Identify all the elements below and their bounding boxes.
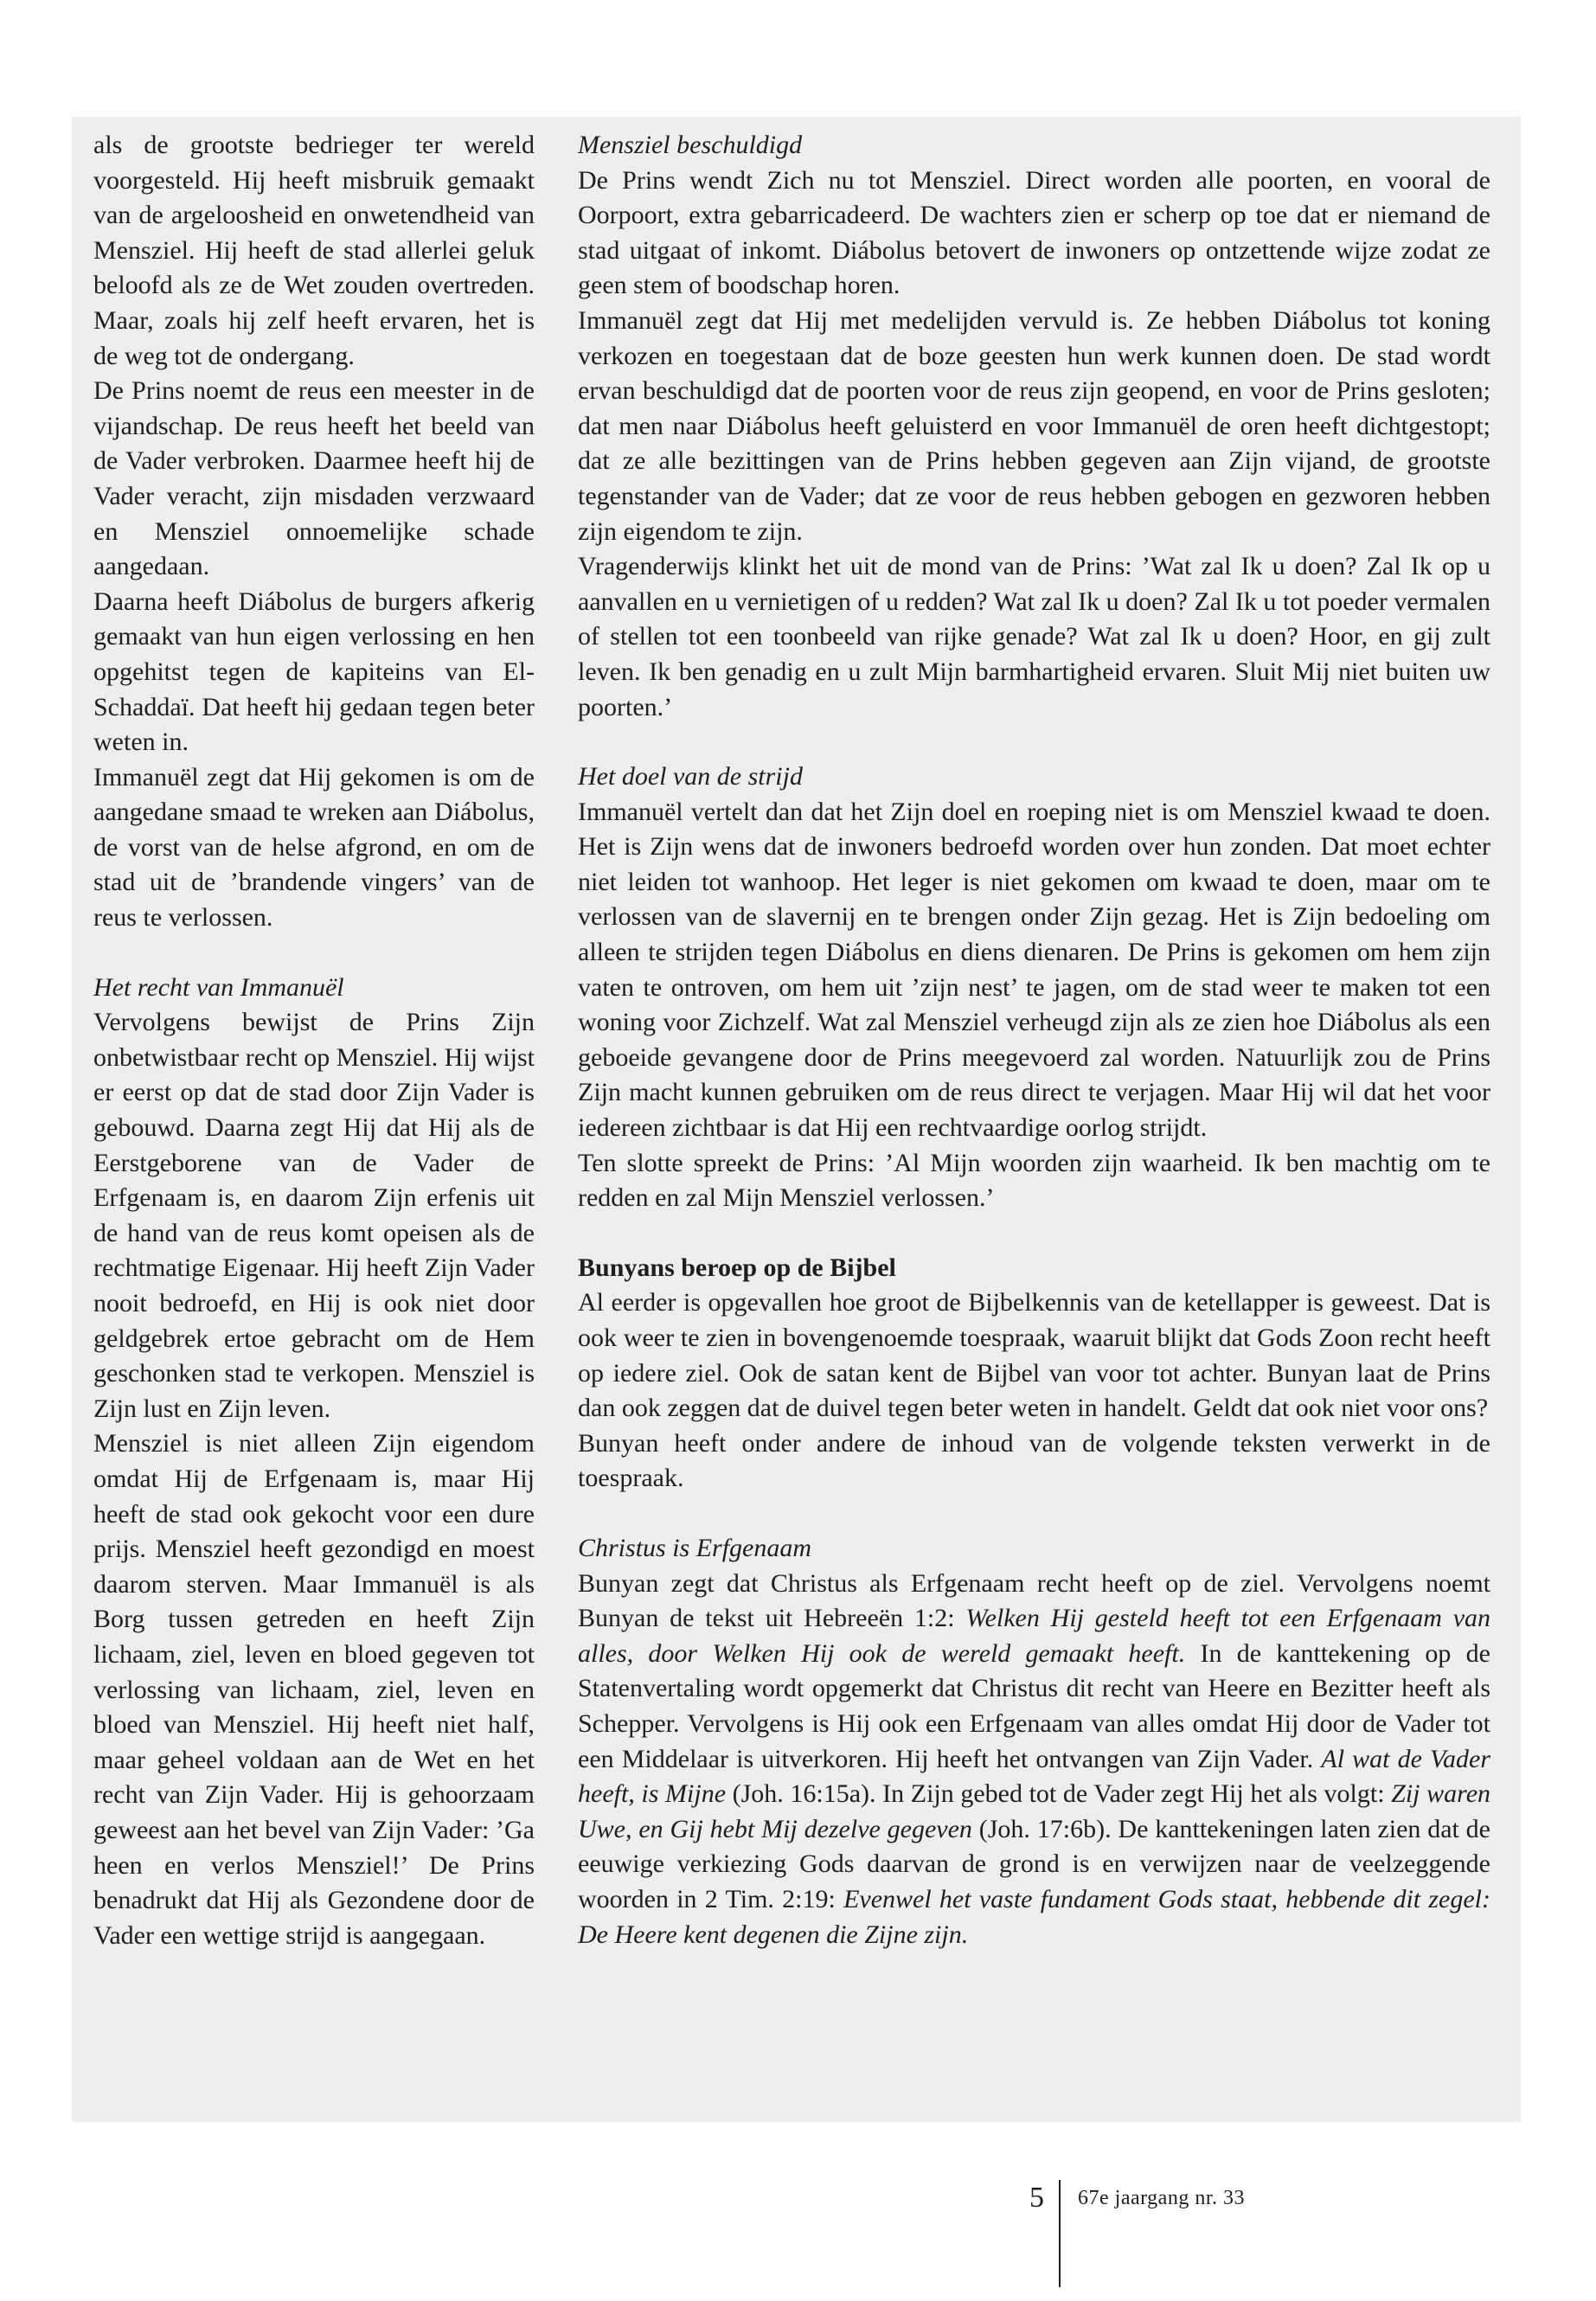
section-heading: Mensziel beschuldigd	[578, 131, 803, 159]
section-heading: Het doel van de strijd	[578, 762, 803, 792]
text-run: (Joh. 17:6b). De kanttekeningen laten zien dat de eeuwige verkiezing Gods daarvan de grond is en verwijzen naar de veelzeggende woorden in 2 Tim. 2:19:	[578, 1814, 1490, 1913]
paragraph: als de grootste bedrieger ter wereld voorgesteld. Hij heeft misbruik gemaakt van de argeloosheid en onwetendheid van Mensziel. Hij heeft de stad allerlei geluk beloofd als ze de Wet zouden overtreden. Maar, zoals hij zelf heeft ervaren, het is de weg tot de ondergang.	[93, 131, 535, 370]
paragraph: Immanuël zegt dat Hij met medelijden vervuld is. Ze hebben Diábolus tot koning verkozen en toegestaan dat de boze geesten hun werk kunnen doen. De stad wordt ervan beschuldigd dat de poorten voor de reus zijn geopend, en voor de Prins gesloten; dat men naar Diábolus heeft geluisterd en voor Immanuël de oren heeft dichtgestopt; dat ze alle bezittingen van de Prins hebben gegeven aan Zijn vijand, de grootste tegenstander van de Vader; dat ze voor de reus hebben gebogen en gezworen hebben zijn eigendom te zijn.	[578, 305, 1490, 546]
bible-quote: Evenwel het vaste fundament Gods staat, hebbende dit zegel: De Heere kent degenen die Zijne zijn.	[578, 1884, 1490, 1949]
paragraph: De Prins noemt de reus een meester in de vijandschap. De reus heeft het beeld van de Vader verbroken. Daarmee heeft hij de Vader veracht, zijn misdaden verzwaard en Mensziel onnoemelijke schade aangedaan.	[93, 376, 535, 581]
left-column	[93, 128, 535, 1953]
text-run: Bunyan zegt dat Christus als Erfgenaam recht heeft op de ziel. Vervolgens noemt Bunyan de tekst uit Hebreeën 1:2:	[578, 1568, 1490, 1633]
bible-quote: Al wat de Vader heeft, is Mijne	[578, 1744, 1491, 1809]
footer-divider	[1059, 2180, 1061, 2287]
text-run: (Joh. 16:15a). In Zijn gebed tot de Vader zegt Hij het als volgt:	[726, 1779, 1392, 1809]
section-heading: Christus is Erfgenaam	[578, 1533, 812, 1562]
paragraph: Vragenderwijs klinkt het uit de mond van de Prins: ’Wat zal Ik u doen? Zal Ik op u aanvallen en u vernietigen of u redden? Wat zal Ik u doen? Zal Ik u tot poeder vermalen of stellen tot een toonbeeld van rijke genade? Wat zal Ik u doen? Hoor, en gij zult leven. Ik ben genadig en u zult Mijn barmhartigheid ervaren. Sluit Mij niet buiten uw poorten.’	[578, 552, 1490, 721]
paragraph: Immanuël zegt dat Hij gekomen is om de aangedane smaad te wreken aan Diábolus, de vorst van de helse afgrond, en om de stad uit de ’brandende vingers’ van de reus te verlossen.	[93, 762, 535, 933]
paragraph: Ten slotte spreekt de Prins: ’Al Mijn woorden zijn waarheid. Ik ben machtig om te redden en zal Mijn Mensziel verlossen.’	[578, 1148, 1490, 1213]
paragraph: Bunyan heeft onder andere de inhoud van de volgende teksten verwerkt in de toespraak.	[578, 1428, 1490, 1493]
paragraph: Al eerder is opgevallen hoe groot de Bijbelkennis van de ketellapper is geweest. Dat is ook weer te zien in bovengenoemde toespraak, waaruit blijkt dat Gods Zoon recht heeft op iedere ziel. Ook de satan kent de Bijbel van voor tot achter. Bunyan laat de Prins dan ook zeggen dat de duivel tegen beter weten in handelt. Geldt dat ook niet voor ons?	[578, 1288, 1490, 1423]
text-run: In de kanttekening op de Statenvertaling wordt opgemerkt dat Christus dit recht van Heere en Bezitter heeft als Schepper. Vervolgens is Hij ook een Erfgenaam van alles omdat Hij door de Vader tot een Middelaar is uitverkoren. Hij heeft het ontvangen van Zijn Vader.	[578, 1638, 1490, 1773]
page-number: 5	[1029, 2182, 1044, 2214]
issue-label: 67e jaargang nr. 33	[1078, 2187, 1246, 2209]
paragraph: De Prins wendt Zich nu tot Mensziel. Direct worden alle poorten, en vooral de Oorpoort, extra gebarricadeerd. De wachters zien er scherp op toe dat er niemand de stad uitgaat of inkomt. Diábolus betovert de inwoners op ontzettende wijze zodat ze geen stem of boodschap horen.	[578, 165, 1490, 300]
right-column	[578, 128, 1490, 1952]
bible-quote: Zij waren Uwe, en Gij hebt Mij dezelve gegeven	[578, 1779, 1491, 1843]
paragraph: Mensziel is niet alleen Zijn eigendom omdat Hij de Erfgenaam is, maar Hij heeft de stad ook gekocht voor een dure prijs. Mensziel heeft gezondigd en moest daarom sterven. Maar Immanuël is als Borg tussen getreden en heeft Zijn lichaam, ziel, leven en bloed gegeven tot verlossing van lichaam, ziel, leven en bloed van Mensziel. Hij heeft niet half, maar geheel voldaan aan de Wet en het recht van Zijn Vader. Hij is gehoorzaam geweest aan het bevel van Zijn Vader: ’Ga heen en verlos Mensziel!’ De Prins benadrukt dat Hij als Gezondene door de Vader een wettige strijd is aangegaan.	[93, 1429, 535, 1950]
bible-quote: Welken Hij gesteld heeft tot een Erfgenaam van alles, door Welken Hij ook de wereld gemaakt heeft.	[578, 1604, 1491, 1668]
paragraph: Daarna heeft Diábolus de burgers afkerig gemaakt van hun eigen verlossing en hen opgehitst tegen de kapiteins van El-Schaddaï. Dat heeft hij gedaan tegen beter weten in.	[93, 586, 535, 757]
section-heading-bold: Bunyans beroep op de Bijbel	[578, 1253, 896, 1282]
paragraph-with-quotes	[578, 1567, 1490, 1953]
section-heading: Het recht van Immanuël	[93, 972, 344, 1002]
paragraph: Vervolgens bewijst de Prins Zijn onbetwistbaar recht op Mensziel. Hij wijst er eerst op dat de stad door Zijn Vader is gebouwd. Daarna zegt Hij dat Hij als de Eerstgeborene van de Vader de Erfgenaam is, en daarom Zijn erfenis uit de hand van de reus komt opeisen als de rechtmatige Eigenaar. Hij heeft Zijn Vader nooit bedroefd, en Hij is ook niet door geldgebrek ertoe gebracht om de Hem geschonken stad te verkopen. Mensziel is Zijn lust en Zijn leven.	[93, 1008, 535, 1423]
paragraph: Immanuël vertelt dan dat het Zijn doel en roeping niet is om Mensziel kwaad te doen. Het is Zijn wens dat de inwoners bedroefd worden over hun zonden. Dat moet echter niet leiden tot wanhoop. Het leger is niet gekomen om kwaad te doen, maar om te verlossen van de slavernij en te brengen onder Zijn gezag. Het is Zijn bedoeling om alleen te strijden tegen Diábolus en diens dienaren. De Prins is gekomen om hem zijn vaten te ontroven, om hem uit ’zijn nest’ te jagen, om de stad weer te maken tot een woning voor Zichzelf. Wat zal Mensziel verheugd zijn als ze zien hoe Diábolus als een geboeide gevangene door de Prins meegevoerd zal worden. Natuurlijk zou de Prins Zijn macht kunnen gebruiken om de reus direct te verjagen. Maar Hij wil dat het voor iedereen zichtbaar is dat Hij een rechtvaardige oorlog strijdt.	[578, 797, 1490, 1143]
